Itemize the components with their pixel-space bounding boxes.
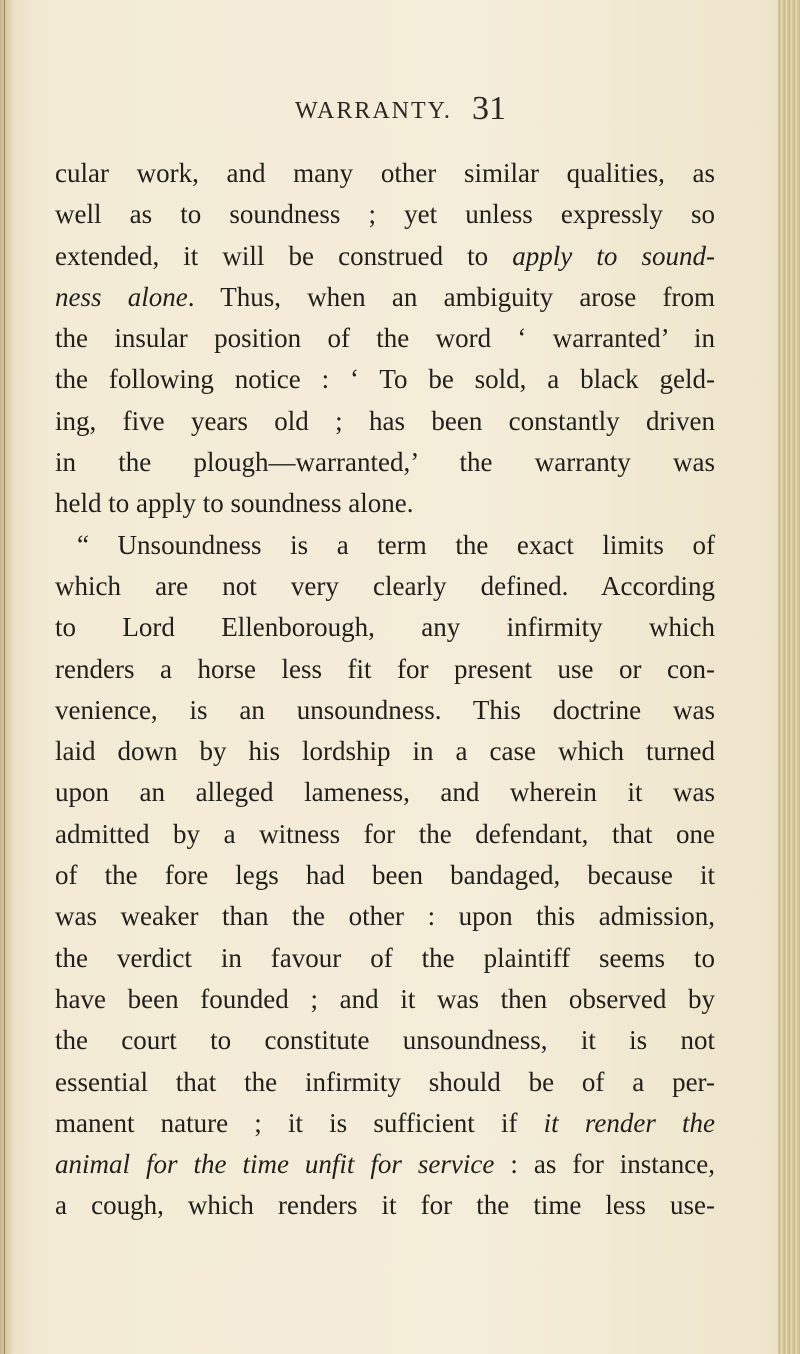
italic-phrase: ness alone: [55, 281, 188, 312]
text-line: ing, five years old ; has been constantly driven: [55, 405, 715, 436]
text-line: ness alone. Thus, when an ambiguity arose from: [55, 281, 716, 312]
text-line: manent nature ; it is sufficient if it render the: [55, 1107, 715, 1138]
body-text: [55, 153, 715, 1227]
italic-phrase: animal for the time unfit for service: [55, 1149, 495, 1180]
text-line: the insular position of the word ‘ warranted’ in: [55, 323, 715, 354]
text-line: of the fore legs had been bandaged, because it: [55, 860, 715, 891]
text-line: renders a horse less fit for present use or con-: [55, 653, 715, 684]
text-line: have been founded ; and it was then observed by: [55, 983, 715, 1014]
text-line: the court to constitute unsoundness, it is not: [55, 1025, 715, 1056]
running-title: WARRANTY.: [295, 98, 452, 124]
text-line: which are not very clearly defined. According: [55, 570, 715, 601]
italic-phrase: apply to sound-: [512, 240, 715, 271]
text-line: in the plough—warranted,’ the warranty was: [55, 447, 715, 478]
text-line: the verdict in favour of the plaintiff seems to: [55, 942, 715, 973]
text-line: laid down by his lordship in a case which turned: [55, 736, 715, 767]
text-line: upon an alleged lameness, and wherein it was: [55, 777, 715, 808]
text-line: venience, is an unsoundness. This doctrine was: [55, 694, 715, 725]
text-line: animal for the time unfit for service : as for instance,: [55, 1149, 716, 1180]
page-edge-line: [4, 0, 5, 1354]
text-line: extended, it will be construed to apply to sound-: [55, 240, 715, 271]
text-line: to Lord Ellenborough, any infirmity which: [55, 612, 715, 643]
text-line: held to apply to soundness alone.: [55, 488, 414, 519]
page-number: 31: [472, 90, 506, 127]
text-line: a cough, which renders it for the time less use-: [55, 1190, 715, 1221]
page-fore-edge: [778, 0, 800, 1354]
text-line: admitted by a witness for the defendant, that one: [55, 818, 715, 849]
text-line: well as to soundness ; yet unless expressly so: [55, 199, 715, 230]
italic-phrase: it render the: [543, 1107, 715, 1138]
text-line: “ Unsoundness is a term the exact limits of: [77, 529, 715, 560]
page-gutter-shadow: [0, 0, 14, 1354]
text-line: essential that the infirmity should be of a per-: [55, 1066, 715, 1097]
page-header: [0, 92, 800, 132]
text-line: was weaker than the other : upon this admission,: [55, 901, 715, 932]
text-line: cular work, and many other similar qualities, as: [55, 158, 715, 188]
text-line: the following notice : ‘ To be sold, a black geld-: [55, 364, 715, 395]
